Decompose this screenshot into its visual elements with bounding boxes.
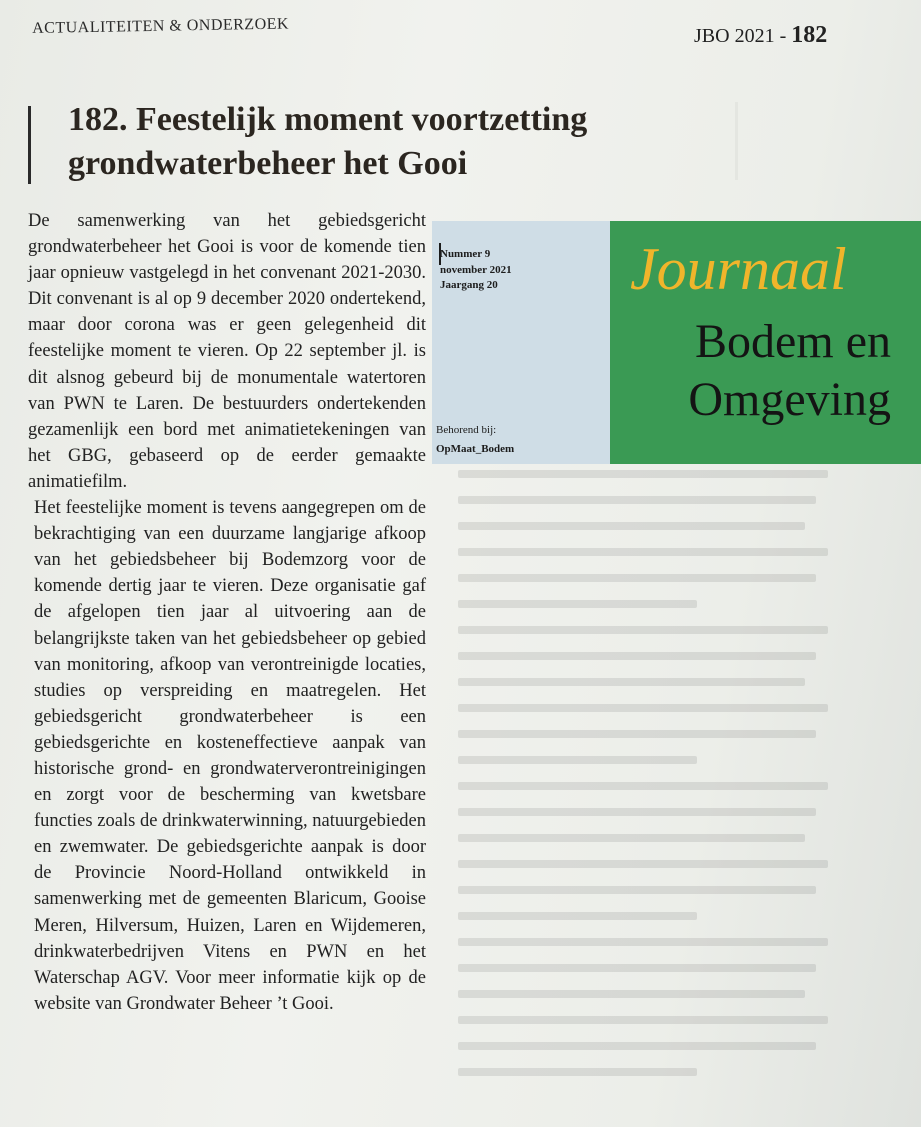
bleed-through-line xyxy=(458,834,805,842)
cover-belongs-to xyxy=(436,421,514,459)
cover-belongs-label: Behorend bij: xyxy=(436,424,497,436)
bleed-through-line xyxy=(458,496,816,504)
journal-year: JBO 2021 - xyxy=(694,25,787,47)
cover-journal-word: Journaal xyxy=(630,236,847,302)
bleed-through-column xyxy=(458,470,843,1120)
article-body xyxy=(28,208,426,1017)
page-reference xyxy=(694,22,827,49)
bleed-through-line xyxy=(458,1042,816,1050)
bleed-through-line xyxy=(458,1016,828,1024)
cover-date: november 2021 xyxy=(440,263,512,276)
bleed-through-line xyxy=(458,990,805,998)
bleed-through-line xyxy=(458,756,697,764)
cover-title-panel xyxy=(610,221,921,464)
cover-info-panel xyxy=(432,221,610,464)
bleed-through-line xyxy=(458,808,816,816)
bleed-through-line xyxy=(458,912,697,920)
bleed-through-line xyxy=(458,470,828,478)
cover-issue-meta xyxy=(440,247,512,294)
cover-subject xyxy=(688,313,891,429)
running-head: ACTUALITEITEN & ONDERZOEK xyxy=(32,15,290,37)
bleed-through-line xyxy=(458,600,697,608)
bleed-through-line xyxy=(458,574,816,582)
bleed-through-line xyxy=(458,886,816,894)
bleed-through-heading xyxy=(735,102,828,180)
bleed-through-line xyxy=(458,782,828,790)
bleed-through-line xyxy=(458,938,828,946)
bleed-through-line xyxy=(458,860,828,868)
cover-belongs-brand: OpMaat_Bodem xyxy=(436,443,515,455)
bleed-through-line xyxy=(458,626,828,634)
article-paragraph-2: Het feestelijke moment is tevens aangegrepen om de bekrachtiging van een duurzame langjarige afkoop van het gebiedsbeheer bij Bodemzorg voor de komende dertig jaar te vieren. Deze organisatie gaf de afgelopen tien jaar al uitvoering aan de belangrijkste taken van het gebiedsbeheer op gebied van monitoring, afkoop van verontreinigde locaties, studies op verspreiding en maatregelen. Het gebiedsgericht grondwaterbeheer is een gebiedsgerichte en kosteneffectieve aanpak van historische grond- en grondwaterverontreinigingen en zorgt voor de bescherming van kwetsbare functies zoals de drinkwaterwinning, natuurgebieden en zwemwater. De gebiedsgerichte aanpak is door de Provincie Noord-Holland ontwikkeld in samenwerking met de gemeenten Blaricum, Gooise Meren, Hilversum, Huizen, Laren en Wijdemeren, drinkwaterbedrijven Vitens en PWN en het Waterschap AGV. Voor meer informatie kijk op de website van Grondwater Beheer ’t Gooi. xyxy=(34,498,426,1014)
cover-issue: Nummer 9 xyxy=(440,248,491,260)
bleed-through-line xyxy=(458,704,828,712)
bleed-through-line xyxy=(458,548,828,556)
bleed-through-line xyxy=(458,652,816,660)
article-paragraph-1: De samenwerking van het gebiedsgericht grondwaterbeheer het Gooi is voor de komende tien jaar opnieuw vastgelegd in het convenant 2021-2030. Dit convenant is al op 9 december 2020 ondertekend, maar door corona was er geen gelegenheid dit feestelijke moment te vieren. Op 22 september jl. is dit alsnog gebeurd bij de monumentale watertoren van PWN te Laren. De bestuurders ondertekenden gezamenlijk een bord met animatietekeningen van het GBG, gebaseerd op de eerder gemaakte animatiefilm. xyxy=(28,211,426,492)
article-title: 182. Feestelijk moment voortzetting grondwaterbeheer het Gooi xyxy=(68,101,588,182)
bleed-through-line xyxy=(458,1068,697,1076)
cover-subject-line-1: Bodem en xyxy=(695,315,891,368)
bleed-through-line xyxy=(458,678,805,686)
bleed-through-line xyxy=(458,964,816,972)
bleed-through-line xyxy=(458,730,816,738)
cover-volume: Jaargang 20 xyxy=(440,279,498,291)
title-rule xyxy=(28,106,31,184)
cover-subject-line-2: Omgeving xyxy=(688,373,891,426)
bleed-through-line xyxy=(458,522,805,530)
journal-cover xyxy=(432,221,921,464)
page-number: 182 xyxy=(791,22,828,48)
